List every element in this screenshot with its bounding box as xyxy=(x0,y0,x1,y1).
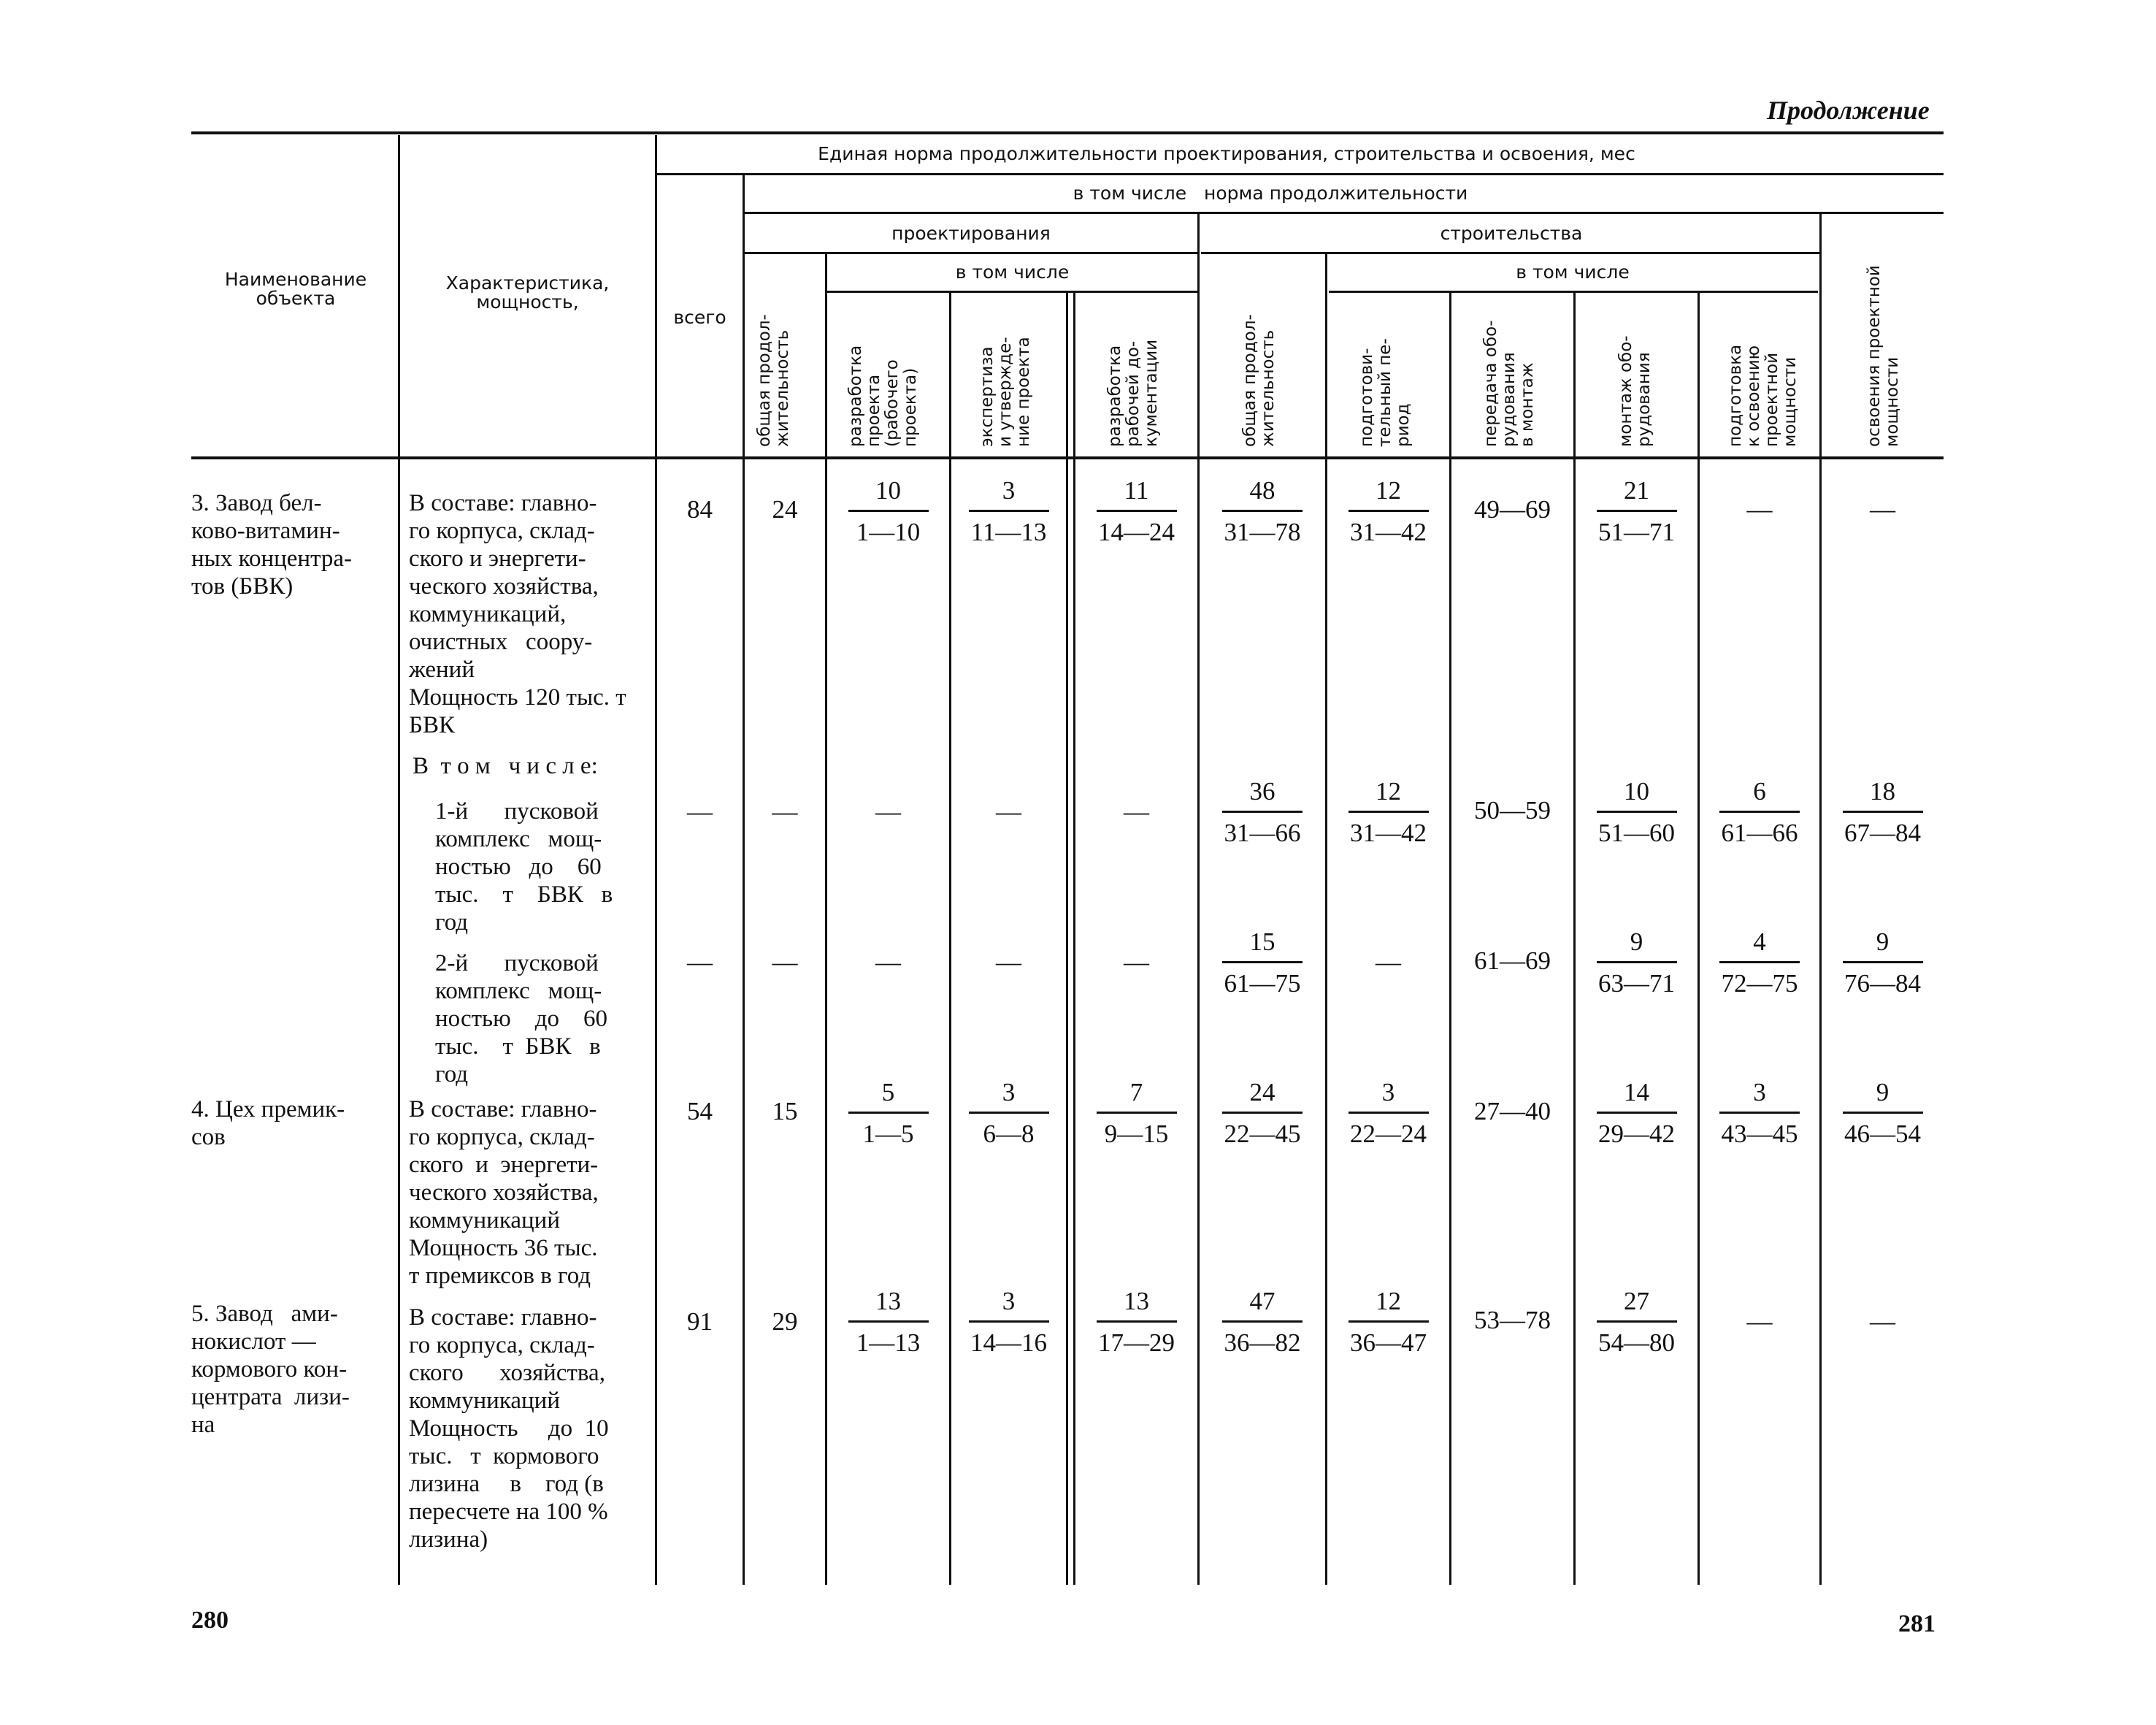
row3-expertise: 3 11—13 xyxy=(951,475,1066,548)
row3-total: 84 xyxy=(687,495,713,524)
norm-title-rule xyxy=(657,173,1944,175)
row5-name: 5. Завод ами- нокислот — кормового кон- центрата лизи- на xyxy=(191,1301,350,1438)
launch1-prep-period: 12 31—42 xyxy=(1327,776,1449,849)
launch2-transfer: 61—69 xyxy=(1474,946,1551,975)
vheader-prep-period: подготови- тельный пе- риод xyxy=(1357,338,1413,447)
row5-install: 27 54—80 xyxy=(1576,1285,1697,1359)
launch1-constr-total: 36 31—66 xyxy=(1200,776,1325,849)
launch2-working-docs: — xyxy=(1124,948,1149,976)
col-rule-7 xyxy=(1197,213,1200,1585)
launch2-prep-capacity: 4 72—75 xyxy=(1700,926,1819,1000)
header-characteristic: Характеристика, мощность, xyxy=(445,272,610,313)
launch1-transfer: 50—59 xyxy=(1474,796,1551,825)
row5-prep-period: 12 36—47 xyxy=(1327,1285,1449,1359)
launch2-mastering: 9 76—84 xyxy=(1822,926,1944,1000)
launch1-mastering: 18 67—84 xyxy=(1822,776,1944,849)
row3-name: 3. Завод бел- ково-витамин- ных концентра- тов (БВК) xyxy=(191,490,353,600)
launch1-working-docs: — xyxy=(1124,798,1149,826)
continuation-label: Продолжение xyxy=(1767,96,1930,125)
launch2-design-total: — xyxy=(772,948,798,976)
row3-characteristic: В составе: главно- го корпуса, склад- ского и энергети- ческого хозяйства, коммуникаций, очистных соору- жений Мощность 120 тыс. т БВК xyxy=(409,490,626,738)
launch2-install: 9 63—71 xyxy=(1576,926,1697,1000)
launch2-characteristic: 2-й пусковой комплекс мощ- ностью до 60 тыс. т БВК в год xyxy=(435,950,608,1087)
launch1-design-total: — xyxy=(772,798,798,826)
vheader-transfer: передача обо- рудования в монтаж xyxy=(1481,320,1537,447)
header-incl-norm: в том числе норма продолжительности xyxy=(1073,183,1468,204)
incl-norm-rule xyxy=(745,212,1944,214)
row3-dev-project: 10 1—10 xyxy=(827,475,949,548)
vheader-expertise: экспертиза и утвержде- ние проекта xyxy=(978,337,1033,447)
launch1-dev-project: — xyxy=(875,798,901,826)
row5-characteristic: В составе: главно- го корпуса, склад- ского хозяйства, коммуникаций Мощность до 10 тыс. т кормового лизина в год (в пересчете на 100 % лизина) xyxy=(409,1304,609,1553)
vheader-design-total: общая продол- жительность xyxy=(755,314,792,447)
col-rule-8 xyxy=(1325,254,1327,1585)
row5-mastering: — xyxy=(1870,1307,1895,1336)
col-rule-2 xyxy=(655,135,657,1585)
row3-design-total: 24 xyxy=(772,495,798,524)
row5-design-total: 29 xyxy=(772,1307,798,1336)
header-name: Наименование объекта xyxy=(224,269,367,309)
col-rule-3 xyxy=(743,175,745,1585)
row3-mastering: — xyxy=(1870,495,1895,524)
page-number-left: 280 xyxy=(191,1607,229,1634)
header-total: всего xyxy=(673,307,726,328)
row3-prep-capacity: — xyxy=(1746,495,1773,524)
top-rule xyxy=(191,131,1944,134)
vheader-dev-project: разработка проекта (рабочего проекта) xyxy=(846,345,920,447)
launch1-prep-capacity: 6 61—66 xyxy=(1700,776,1819,849)
launch2-dev-project: — xyxy=(875,948,901,976)
row5-transfer: 53—78 xyxy=(1474,1306,1551,1334)
row4-mastering: 9 46—54 xyxy=(1822,1076,1944,1150)
col-rule-1 xyxy=(398,135,400,1585)
row5-working-docs: 13 17—29 xyxy=(1075,1285,1197,1359)
row4-name: 4. Цех премик- сов xyxy=(191,1096,345,1150)
col-rule-4 xyxy=(825,254,827,1585)
launch1-total: — xyxy=(687,798,713,826)
header-construction: строительства xyxy=(1440,223,1583,244)
row4-expertise: 3 6—8 xyxy=(951,1076,1066,1150)
vheader-prep-capacity: подготовка к освоению проектной мощности xyxy=(1726,344,1800,447)
row4-working-docs: 7 9—15 xyxy=(1075,1076,1197,1150)
row4-design-total: 15 xyxy=(772,1097,798,1125)
col-rule-12 xyxy=(1819,213,1822,1585)
header-constr-incl: в том числе xyxy=(1516,261,1630,283)
row4-total: 54 xyxy=(687,1097,713,1125)
vheader-working-docs: разработка рабочей до- кументации xyxy=(1105,339,1161,447)
header-norm-title: Единая норма продолжительности проектирования, строительства и освоения, мес xyxy=(818,143,1635,164)
vheader-constr-total: общая продол- жительность xyxy=(1240,314,1278,447)
row5-prep-capacity: — xyxy=(1746,1307,1773,1336)
row5-dev-project: 13 1—13 xyxy=(827,1285,949,1359)
row4-install: 14 29—42 xyxy=(1576,1076,1697,1150)
vheader-install: монтаж обо- рудования xyxy=(1616,335,1654,447)
row3-transfer: 49—69 xyxy=(1474,495,1551,524)
row3-install: 21 51—71 xyxy=(1576,475,1697,548)
row4-prep-period: 3 22—24 xyxy=(1327,1076,1449,1150)
col-rule-9 xyxy=(1449,292,1451,1585)
launch1-expertise: — xyxy=(996,798,1021,826)
row3-working-docs: 11 14—24 xyxy=(1075,475,1197,548)
launch1-characteristic: 1-й пусковой комплекс мощ- ностью до 60 тыс. т БВК в год xyxy=(435,798,613,936)
row4-prep-capacity: 3 43—45 xyxy=(1700,1076,1819,1150)
header-design: проектирования xyxy=(891,223,1051,244)
construction-rule xyxy=(1201,252,1822,254)
header-design-incl: в том числе xyxy=(955,261,1070,283)
launch2-expertise: — xyxy=(996,948,1021,976)
design-incl-rule xyxy=(825,291,1197,293)
page-number-right: 281 xyxy=(1898,1610,1936,1637)
launch1-install: 10 51—60 xyxy=(1576,776,1697,849)
design-rule xyxy=(745,252,1197,254)
row4-dev-project: 5 1—5 xyxy=(827,1076,949,1150)
col-rule-6 xyxy=(1066,292,1068,1585)
row5-expertise: 3 14—16 xyxy=(951,1285,1066,1359)
row3-constr-total: 48 31—78 xyxy=(1200,475,1325,548)
launch2-total: — xyxy=(687,948,713,976)
row3-prep-period: 12 31—42 xyxy=(1327,475,1449,548)
row5-constr-total: 47 36—82 xyxy=(1200,1285,1325,1359)
launch2-constr-total: 15 61—75 xyxy=(1200,926,1325,1000)
vheader-mastering: освоения проектной мощности xyxy=(1865,265,1902,447)
row4-characteristic: В составе: главно- го корпуса, склад- ского и энергети- ческого хозяйства, коммуникаций Мощность 36 тыс. т премиксов в год xyxy=(409,1096,599,1289)
row4-constr-total: 24 22—45 xyxy=(1200,1076,1325,1150)
row5-total: 91 xyxy=(687,1307,713,1336)
row4-transfer: 27—40 xyxy=(1474,1097,1551,1125)
incl-label: В т о м ч и с л е: xyxy=(413,753,598,779)
launch2-prep-period: — xyxy=(1376,948,1401,976)
